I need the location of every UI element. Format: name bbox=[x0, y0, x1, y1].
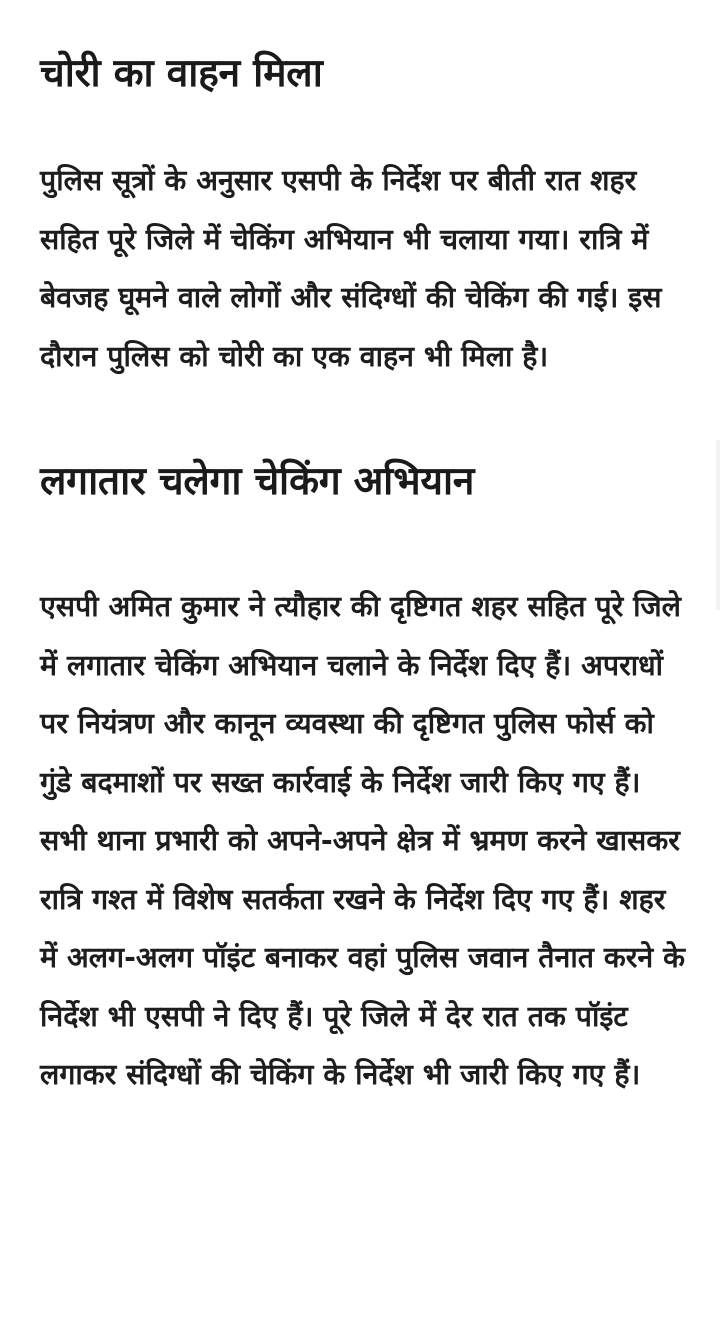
section-paragraph-stolen-vehicle: पुलिस सूत्रों के अनुसार एसपी के निर्देश पर बीती रात शहर सहित पूरे जिले में चेकिंग अभियान भी चलाया गया। रात्रि में बेवजह घूमने वाले लोगों और संदिग्धों की चेकिंग की गई। इस दौरान पुलिस को चोरी का एक वाहन भी मिला है। bbox=[40, 164, 662, 373]
article-body bbox=[40, 0, 688, 1105]
scrollbar-track[interactable] bbox=[716, 440, 720, 610]
section-heading-stolen-vehicle: चोरी का वाहन मिला bbox=[40, 51, 323, 96]
section-heading-checking-campaign: लगातार चलेगा चेकिंग अभियान bbox=[40, 459, 475, 504]
section-paragraph-checking-campaign: एसपी अमित कुमार ने त्यौहार की दृष्टिगत शहर सहित पूरे जिले में लगातार चेकिंग अभियान चलाने के निर्देश दिए हैं। अपराधों पर नियंत्रण और कानून व्यवस्था की दृष्टिगत पुलिस फोर्स को गुंडे बदमाशों पर सख्त कार्रवाई के निर्देश जारी किए गए हैं। सभी थाना प्रभारी को अपने-अपने क्षेत्र में भ्रमण करने खासकर रात्रि गश्त में विशेष सतर्कता रखने के निर्देश दिए गए हैं। शहर में अलग-अलग पॉइंट बनाकर वहां पुलिस जवान तैनात करने के निर्देश भी एसपी ने दिए हैं। पूरे जिले में देर रात तक पॉइंट लगाकर संदिग्धों की चेकिंग के निर्देश भी जारी किए गए हैं। bbox=[40, 590, 686, 1091]
